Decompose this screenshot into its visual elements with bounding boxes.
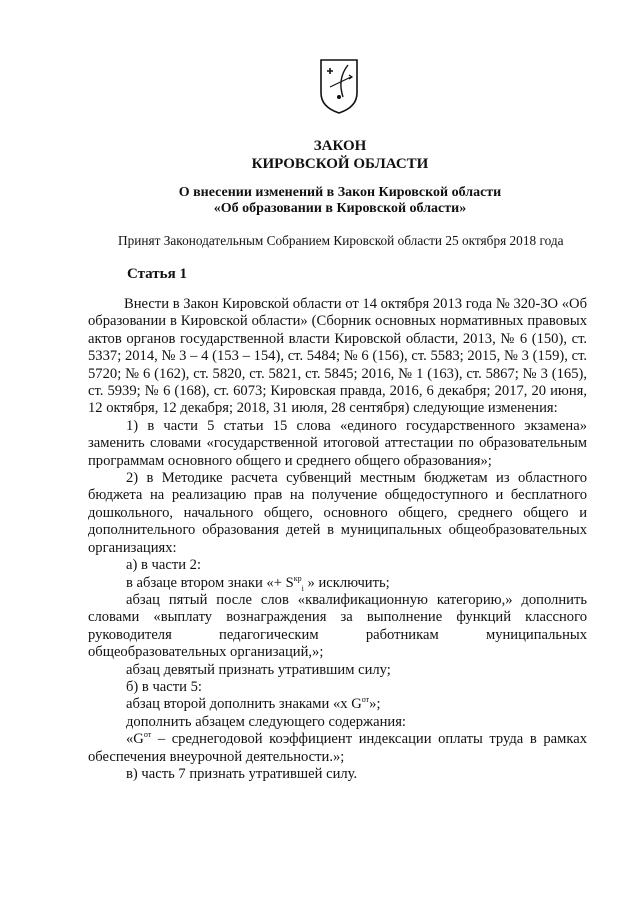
item-1: 1) в части 5 статьи 15 слова «единого государственного экзамена» заменить словами «государственной итоговой аттестации по образовательным программам основного общего и среднего общего образования»; (88, 417, 587, 469)
subitem-c: в) часть 7 признать утратившей силу. (126, 765, 358, 782)
article-body (88, 296, 587, 783)
subitem-b-line1: абзац второй дополнить знаками «x $G^{от}$»; (126, 695, 381, 713)
subitem-a-line2: абзац пятый после слов «квалификационную категорию,» дополнить словами «выплату вознаграждения за выполнение функций классного руководителя педагогическим работникам муниципальных общеобразовательных организаций,»; (88, 591, 587, 661)
coat-of-arms-icon (318, 57, 360, 115)
subitem-b-heading: б) в части 5: (126, 678, 202, 695)
law-title (0, 137, 640, 173)
item-2: 2) в Методике расчета субвенций местным бюджетам из областного бюджета на реализацию прав на получение общедоступного и бесплатного дошкольного, начального общего, основного общего, среднего общего и дополнительного образования детей в муниципальных общеобразовательных организациях: (88, 470, 587, 556)
law-subtitle (0, 185, 640, 217)
law-title-line1: ЗАКОН (313, 138, 367, 154)
subitem-a-line1: в абзаце втором знаки «+ $S^{кр}_i$ » исключить; (126, 573, 390, 593)
subitem-a-line3: абзац девятый признать утратившим силу; (126, 661, 391, 678)
article-heading: Статья 1 (127, 266, 187, 282)
subitem-b-quote: «$G^{от}$ – среднегодовой коэффициент индексации оплаты труда в рамках обеспечения внеурочной деятельности.»; (88, 730, 587, 765)
subitem-b-line2: дополнить абзацем следующего содержания: (126, 713, 406, 730)
adoption-note: Принят Законодательным Собранием Кировской области 25 октября 2018 года (118, 233, 564, 248)
intro-paragraph: Внести в Закон Кировской области от 14 октября 2013 года № 320-ЗО «Об образовании в Кировской области» (Сборник основных нормативных правовых актов органов государственной власти Кировской области, 2013, № 6 (150), ст. 5337; 2014, № 3 – 4 (153 – 154), ст. 5484; № 6 (156), ст. 5583; 2015, № 3 (159), ст. 5720; № 6 (162), ст. 5820, ст. 5821, ст. 5845; 2016, № 1 (163), ст. 5867; № 3 (165), ст. 5939; № 6 (168), ст. 6073; Кировская правда, 2016, 6 декабря; 2017, 20 июня, 12 октября, 12 декабря; 2018, 31 июля, 28 сентября) следующие изменения: (88, 296, 587, 417)
subtitle-line1: О внесении изменений в Закон Кировской области (178, 185, 502, 200)
subitem-a-heading: а) в части 2: (126, 557, 202, 574)
law-title-line2: КИРОВСКОЙ ОБЛАСТИ (251, 156, 429, 172)
subtitle-line2: «Об образовании в Кировской области» (213, 201, 467, 216)
